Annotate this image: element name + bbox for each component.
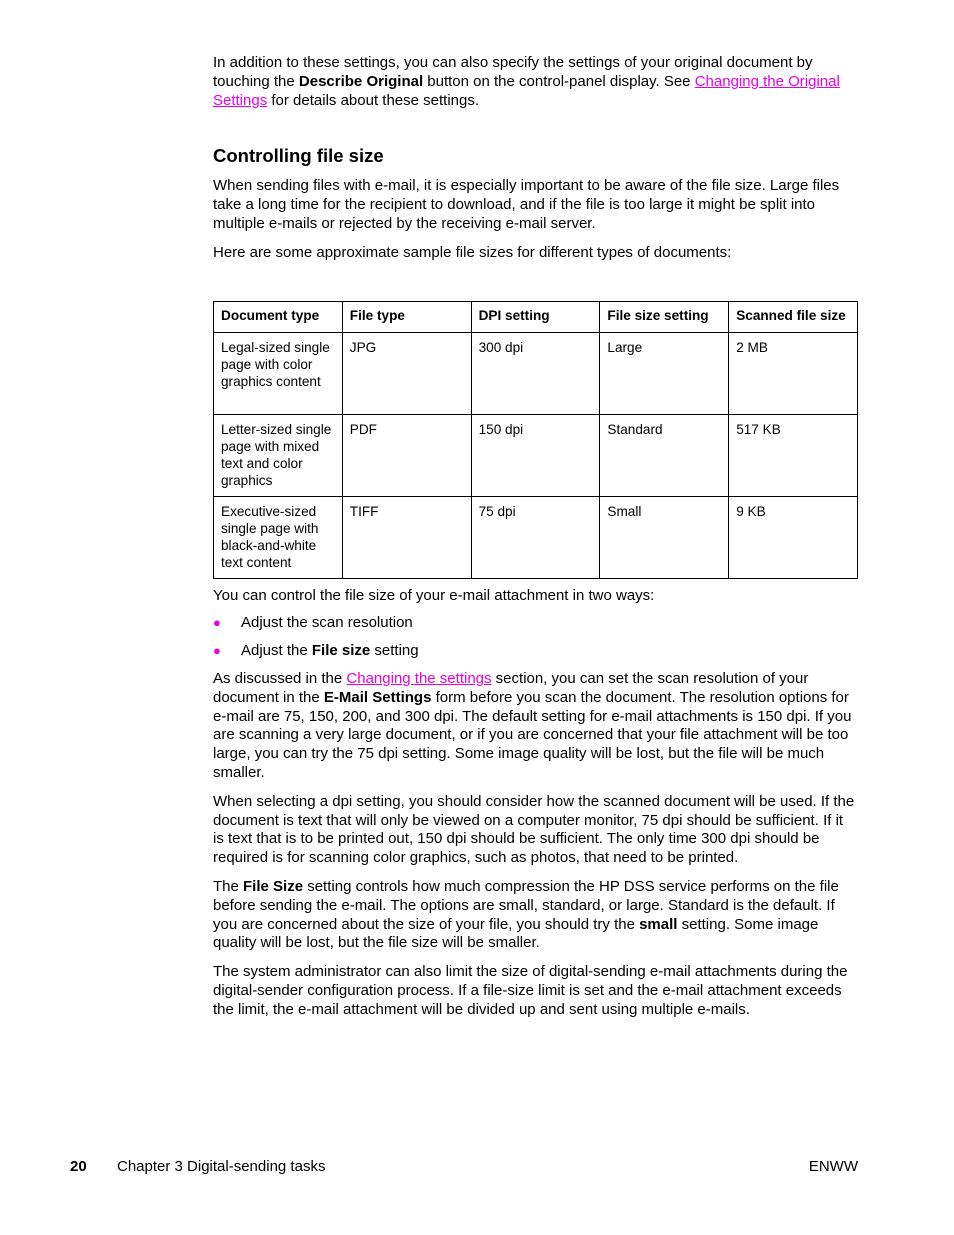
table-cell: Large: [600, 332, 729, 414]
table-cell: Legal-sized single page with color graphics content: [214, 332, 343, 414]
email-settings-label: E-Mail Settings: [323, 688, 432, 706]
table-cell: 300 dpi: [471, 332, 600, 414]
file-size-paragraph: When sending files with e-mail, it is especially important to be aware of the file size. Large files take a long time for the recipient to download, and if the file is too large it might be split into multiple e-mails or rejected by the receiving e-mail server.: [213, 177, 840, 232]
compression-text-2: setting controls how much compression the HP DSS service performs on the file before sending the e-mail. The options are small, standard, or large. Standard is the default. If you are concerned about the size of your file, you should try the: [213, 877, 839, 933]
bullet-list: [213, 614, 858, 661]
table-cell: TIFF: [342, 496, 471, 578]
column-header: Scanned file size: [729, 301, 858, 332]
table-row: [214, 496, 858, 578]
changing-settings-link[interactable]: Changing the settings: [346, 669, 492, 687]
list-item-text: Adjust the scan resolution: [241, 614, 413, 632]
page-number: 20: [70, 1158, 87, 1175]
main-content: [213, 54, 858, 1020]
changing-original-settings-link[interactable]: Changing the Original Settings: [213, 72, 840, 109]
table-cell: 9 KB: [729, 496, 858, 578]
table-header-row: [214, 301, 858, 332]
table-cell: 517 KB: [729, 414, 858, 496]
list-item: [213, 642, 858, 661]
compression-paragraph: [213, 878, 858, 953]
bullet-icon: ●: [213, 615, 221, 631]
section-heading: Controlling file size: [213, 145, 384, 167]
resolution-text-2: section, you can set the scan resolution of your document in the: [213, 669, 809, 706]
intro-text: In addition to these settings, you can also specify the settings of your original document by touching the: [213, 54, 813, 90]
table-cell: Letter-sized single page with mixed text and color graphics: [214, 414, 343, 496]
file-size-label: File size: [311, 642, 371, 660]
intro-text-2: button on the control-panel display. See: [423, 72, 695, 90]
compression-text-3: setting. Some image quality will be lost, but the file size will be smaller.: [213, 915, 819, 952]
list-item-text-2: setting: [370, 642, 419, 660]
chapter-title: Chapter 3 Digital-sending tasks: [117, 1158, 326, 1175]
list-item-text: Adjust the: [241, 642, 312, 660]
table-cell: 75 dpi: [471, 496, 600, 578]
table-cell: Small: [600, 496, 729, 578]
table-cell: JPG: [342, 332, 471, 414]
admin-limit-paragraph: The system administrator can also limit the size of digital-sending e-mail attachments during the digital-sender configuration process. If a file-size limit is set and the e-mail attachment exceeds the limit, the e-mail attachment will be divided up and sent using multiple e-mails.: [213, 963, 848, 1018]
resolution-text: As discussed in the: [213, 669, 347, 687]
table-row: [214, 332, 858, 414]
sample-sizes-paragraph: Here are some approximate sample file sizes for different types of documents:: [213, 243, 732, 261]
table-cell: 2 MB: [729, 332, 858, 414]
bullet-icon: ●: [213, 643, 221, 659]
footer-right-label: ENWW: [808, 1158, 858, 1175]
column-header: DPI setting: [471, 301, 600, 332]
small-setting-label: small: [639, 915, 678, 933]
table-cell: Standard: [600, 414, 729, 496]
intro-paragraph: [213, 54, 858, 110]
file-size-setting-label: File Size: [243, 877, 304, 895]
describe-original-label: Describe Original: [298, 72, 424, 90]
file-size-table: [213, 301, 858, 579]
column-header: File size setting: [600, 301, 729, 332]
control-ways-paragraph: You can control the file size of your e-mail attachment in two ways:: [213, 586, 655, 604]
list-item: [213, 614, 858, 633]
dpi-paragraph: When selecting a dpi setting, you should consider how the scanned document will be used. If the document is text that will only be viewed on a computer monitor, 75 dpi should be sufficient. If it is text that is to be printed out, 150 dpi should be sufficient. The only time 300 dpi should be required is for scanning color graphics, such as photos, that need to be printed.: [213, 792, 855, 867]
intro-text-3: for details about these settings.: [267, 91, 479, 109]
table-row: [214, 414, 858, 496]
column-header: File type: [342, 301, 471, 332]
table-cell: Executive-sized single page with black-and-white text content: [214, 496, 343, 578]
resolution-paragraph: [213, 670, 858, 783]
table-cell: 150 dpi: [471, 414, 600, 496]
compression-text: The: [213, 877, 244, 895]
table-cell: PDF: [342, 414, 471, 496]
column-header: Document type: [214, 301, 343, 332]
resolution-text-3: form before you scan the document. The resolution options for e-mail are 75, 150, 200, and 300 dpi. The default setting for e-mail attachments is 150 dpi. If you are scanning a very large document, or if you are concerned that your file attachment will be too large, you can try the 75 dpi setting. Some image quality will be lost, but the file will be much smaller.: [213, 688, 852, 781]
